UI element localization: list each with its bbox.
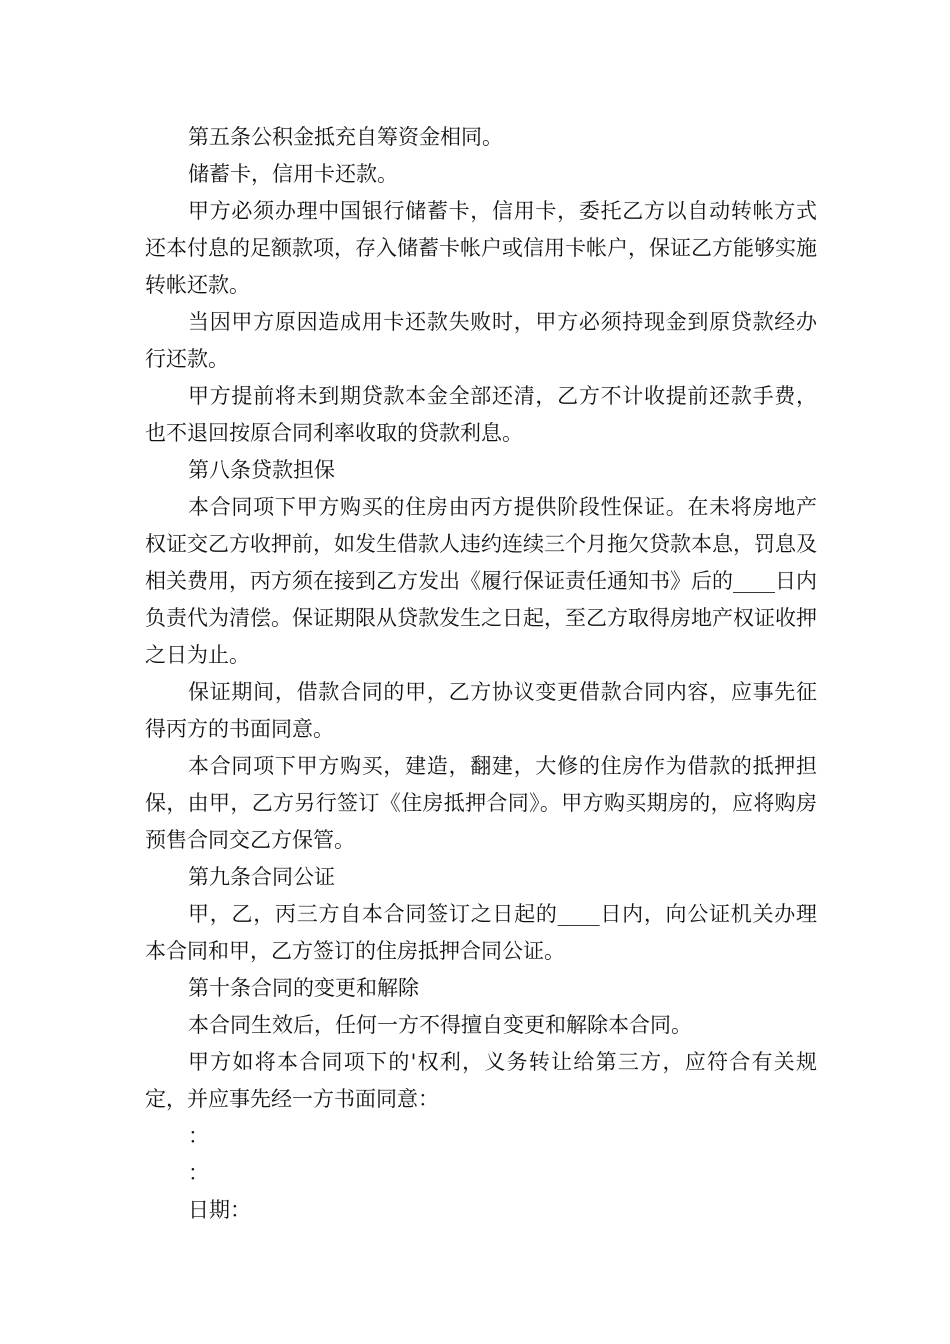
paragraph-guarantee-period: 保证期间，借款合同的甲，乙方协议变更借款合同内容，应事先征得丙方的书面同意。 bbox=[145, 680, 817, 741]
heading-clause-10: 第十条合同的变更和解除 bbox=[188, 976, 419, 1000]
heading-clause-8: 第八条贷款担保 bbox=[188, 458, 335, 482]
document-body bbox=[145, 119, 817, 1229]
paragraph-repayment-failure: 当因甲方原因造成用卡还款失败时，甲方必须持现金到原贷款经办行还款。 bbox=[145, 310, 817, 371]
paragraph-early-repayment: 甲方提前将未到期贷款本金全部还清，乙方不计收提前还款手费，也不退回按原合同利率收取的贷款利息。 bbox=[145, 384, 817, 445]
paragraph-mortgage: 本合同项下甲方购买，建造，翻建，大修的住房作为借款的抵押担保，由甲，乙方另行签订《住房抵押合同》。甲方购买期房的，应将购房预售合同交乙方保管。 bbox=[145, 754, 817, 852]
paragraph-notarization: 甲，乙，丙三方自本合同签订之日起的____日内，向公证机关办理本合同和甲，乙方签订的住房抵押合同公证。 bbox=[145, 902, 817, 963]
paragraph-guarantee: 本合同项下甲方购买的住房由丙方提供阶段性保证。在未将房地产权证交乙方收押前，如发生借款人违约连续三个月拖欠贷款本息，罚息及相关费用，丙方须在接到乙方发出《履行保证责任通知书》后的____日内负责代为清偿。保证期限从贷款发生之日起，至乙方取得房地产权证收押之日为止。 bbox=[145, 495, 817, 667]
signature-line-2: ： bbox=[188, 1161, 209, 1185]
paragraph-clause-5: 第五条公积金抵充自筹资金相同。 bbox=[188, 125, 503, 149]
paragraph-card-requirement: 甲方必须办理中国银行储蓄卡，信用卡，委托乙方以自动转帐方式还本付息的足额款项，存入储蓄卡帐户或信用卡帐户，保证乙方能够实施转帐还款。 bbox=[145, 199, 817, 297]
paragraph-transfer: 甲方如将本合同项下的'权利，义务转让给第三方，应符合有关规定，并应事先经一方书面同意： bbox=[145, 1050, 817, 1111]
paragraph-card-repayment: 储蓄卡，信用卡还款。 bbox=[188, 162, 398, 186]
signature-line-1: ： bbox=[188, 1124, 209, 1148]
heading-clause-9: 第九条合同公证 bbox=[188, 865, 335, 889]
paragraph-no-change: 本合同生效后，任何一方不得擅自变更和解除本合同。 bbox=[188, 1013, 692, 1037]
date-label: 日期： bbox=[188, 1198, 251, 1222]
